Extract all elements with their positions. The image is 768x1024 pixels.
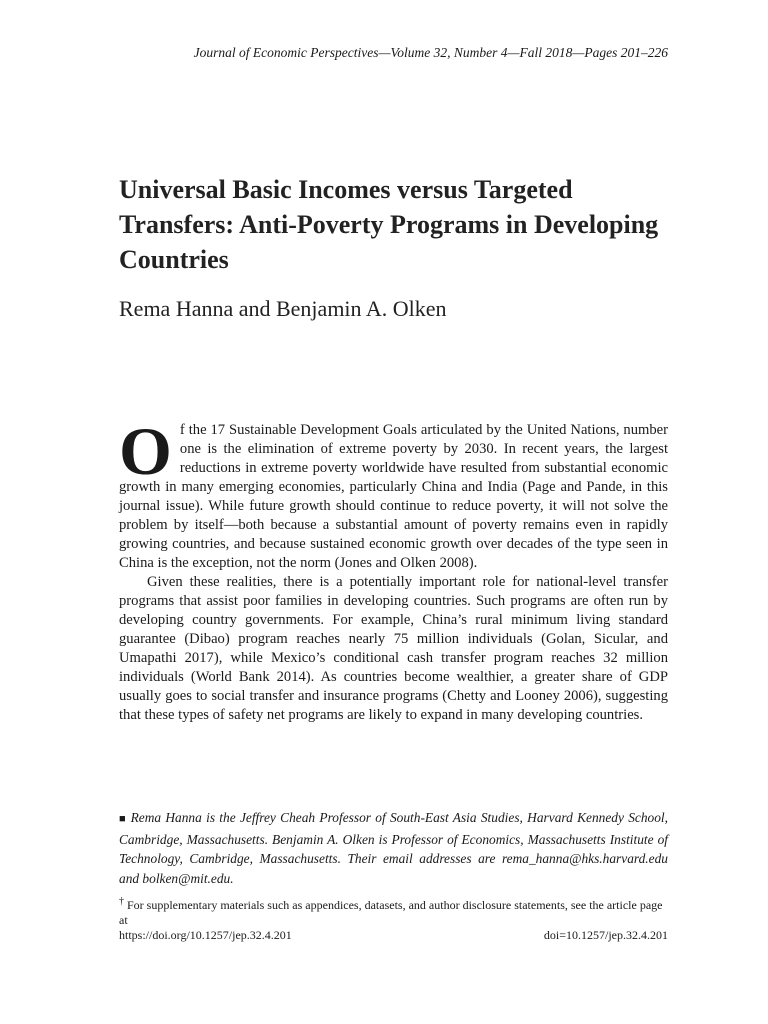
article-title: Universal Basic Incomes versus Targeted Transfers: Anti-Poverty Programs in Developing Countries <box>119 175 659 274</box>
paragraph-1-text: f the 17 Sustainable Development Goals articulated by the United Nations, number one is the elimination of extreme poverty by 2030. In recent years, the largest reductions in extreme poverty worldwide have resulted from substantial economic growth in many emerging economies, particularly China and India (Page and Pande, in this journal issue). While future growth should continue to reduce poverty, it will not solve the problem by itself—both because a substantial amount of poverty remains even in rapidly growing countries, and because sustained economic growth over decades of the type seen in China is the exception, not the norm (Jones and Olken 2008). <box>119 422 668 571</box>
paragraph-2: Given these realities, there is a potentially important role for national-level transfer programs that assist poor families in developing countries. Such programs are often run by developing country governments. For example, China’s rural minimum living standard guarantee (Dibao) program reaches nearly 75 million individuals (Golan, Sicular, and Umapathi 2017), while Mexico’s conditional cash transfer program reaches 32 million individuals (World Bank 2014). As countries become wealthier, a greater share of GDP usually goes to social transfer and insurance programs (Chetty and Looney 2006), suggesting that these types of safety net programs are likely to expand in many developing countries. <box>119 574 668 723</box>
supplementary-note <box>119 894 668 928</box>
author-affiliation-note <box>119 808 668 888</box>
supplementary-text: For supplementary materials such as appendices, datasets, and author disclosure statements, see the article page at <box>119 898 663 927</box>
doi-label: doi=10.1257/jep.32.4.201 <box>543 928 668 942</box>
article-url-link[interactable]: https://doi.org/10.1257/jep.32.4.201 <box>119 928 292 942</box>
square-bullet-icon: ■ <box>119 813 127 825</box>
drop-cap: O <box>119 413 172 489</box>
doi-row <box>119 928 668 943</box>
running-head: Journal of Economic Perspectives—Volume 32, Number 4—Fall 2018—Pages 201–226 <box>193 45 668 60</box>
article-body <box>119 413 668 725</box>
author-note-text: Rema Hanna is the Jeffrey Cheah Professor of South-East Asia Studies, Harvard Kennedy School, Cambridge, Massachusetts. Benjamin A. Olken is Professor of Economics, Massachusetts Institute of Technology, Cambridge, Massachusetts. Their email addresses are rema_hanna@hks.harvard.edu and bolken@mit.edu. <box>119 810 668 886</box>
footnotes <box>119 808 668 943</box>
author-byline: Rema Hanna and Benjamin A. Olken <box>119 296 447 321</box>
dagger-mark: † <box>119 896 124 907</box>
paragraph-1 <box>119 413 668 573</box>
